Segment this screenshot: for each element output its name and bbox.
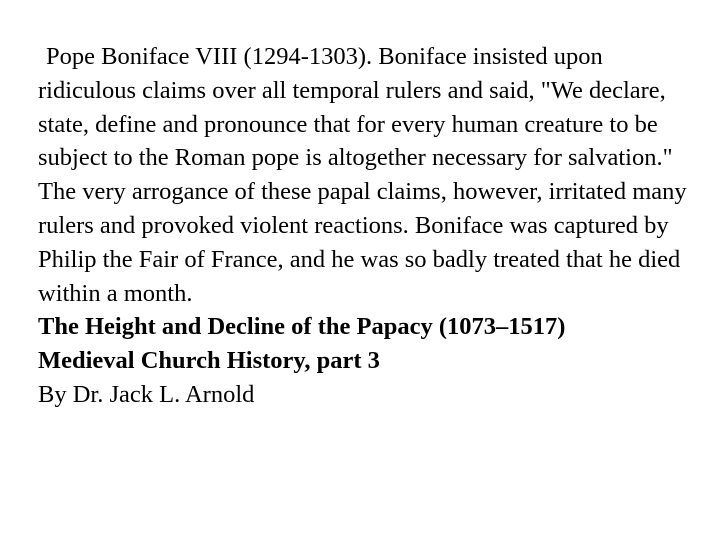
- slide-content: [38, 40, 688, 412]
- source-subtitle: Medieval Church History, part 3: [38, 347, 380, 375]
- author-credit: By Dr. Jack L. Arnold: [38, 380, 255, 408]
- body-paragraph: Pope Boniface VIII (1294-1303). Boniface insisted upon ridiculous claims over all temporal rulers and said, "We declare, state, define and pronounce that for every human creature to be subject to the Roman pope is altogether necessary for salvation." The very arrogance of these papal claims, however, irritated many rulers and provoked violent reactions. Boniface was captured by Philip the Fair of France, and he was so badly treated that he died within a month.: [38, 43, 687, 307]
- source-title: The Height and Decline of the Papacy (1073–1517): [38, 313, 566, 341]
